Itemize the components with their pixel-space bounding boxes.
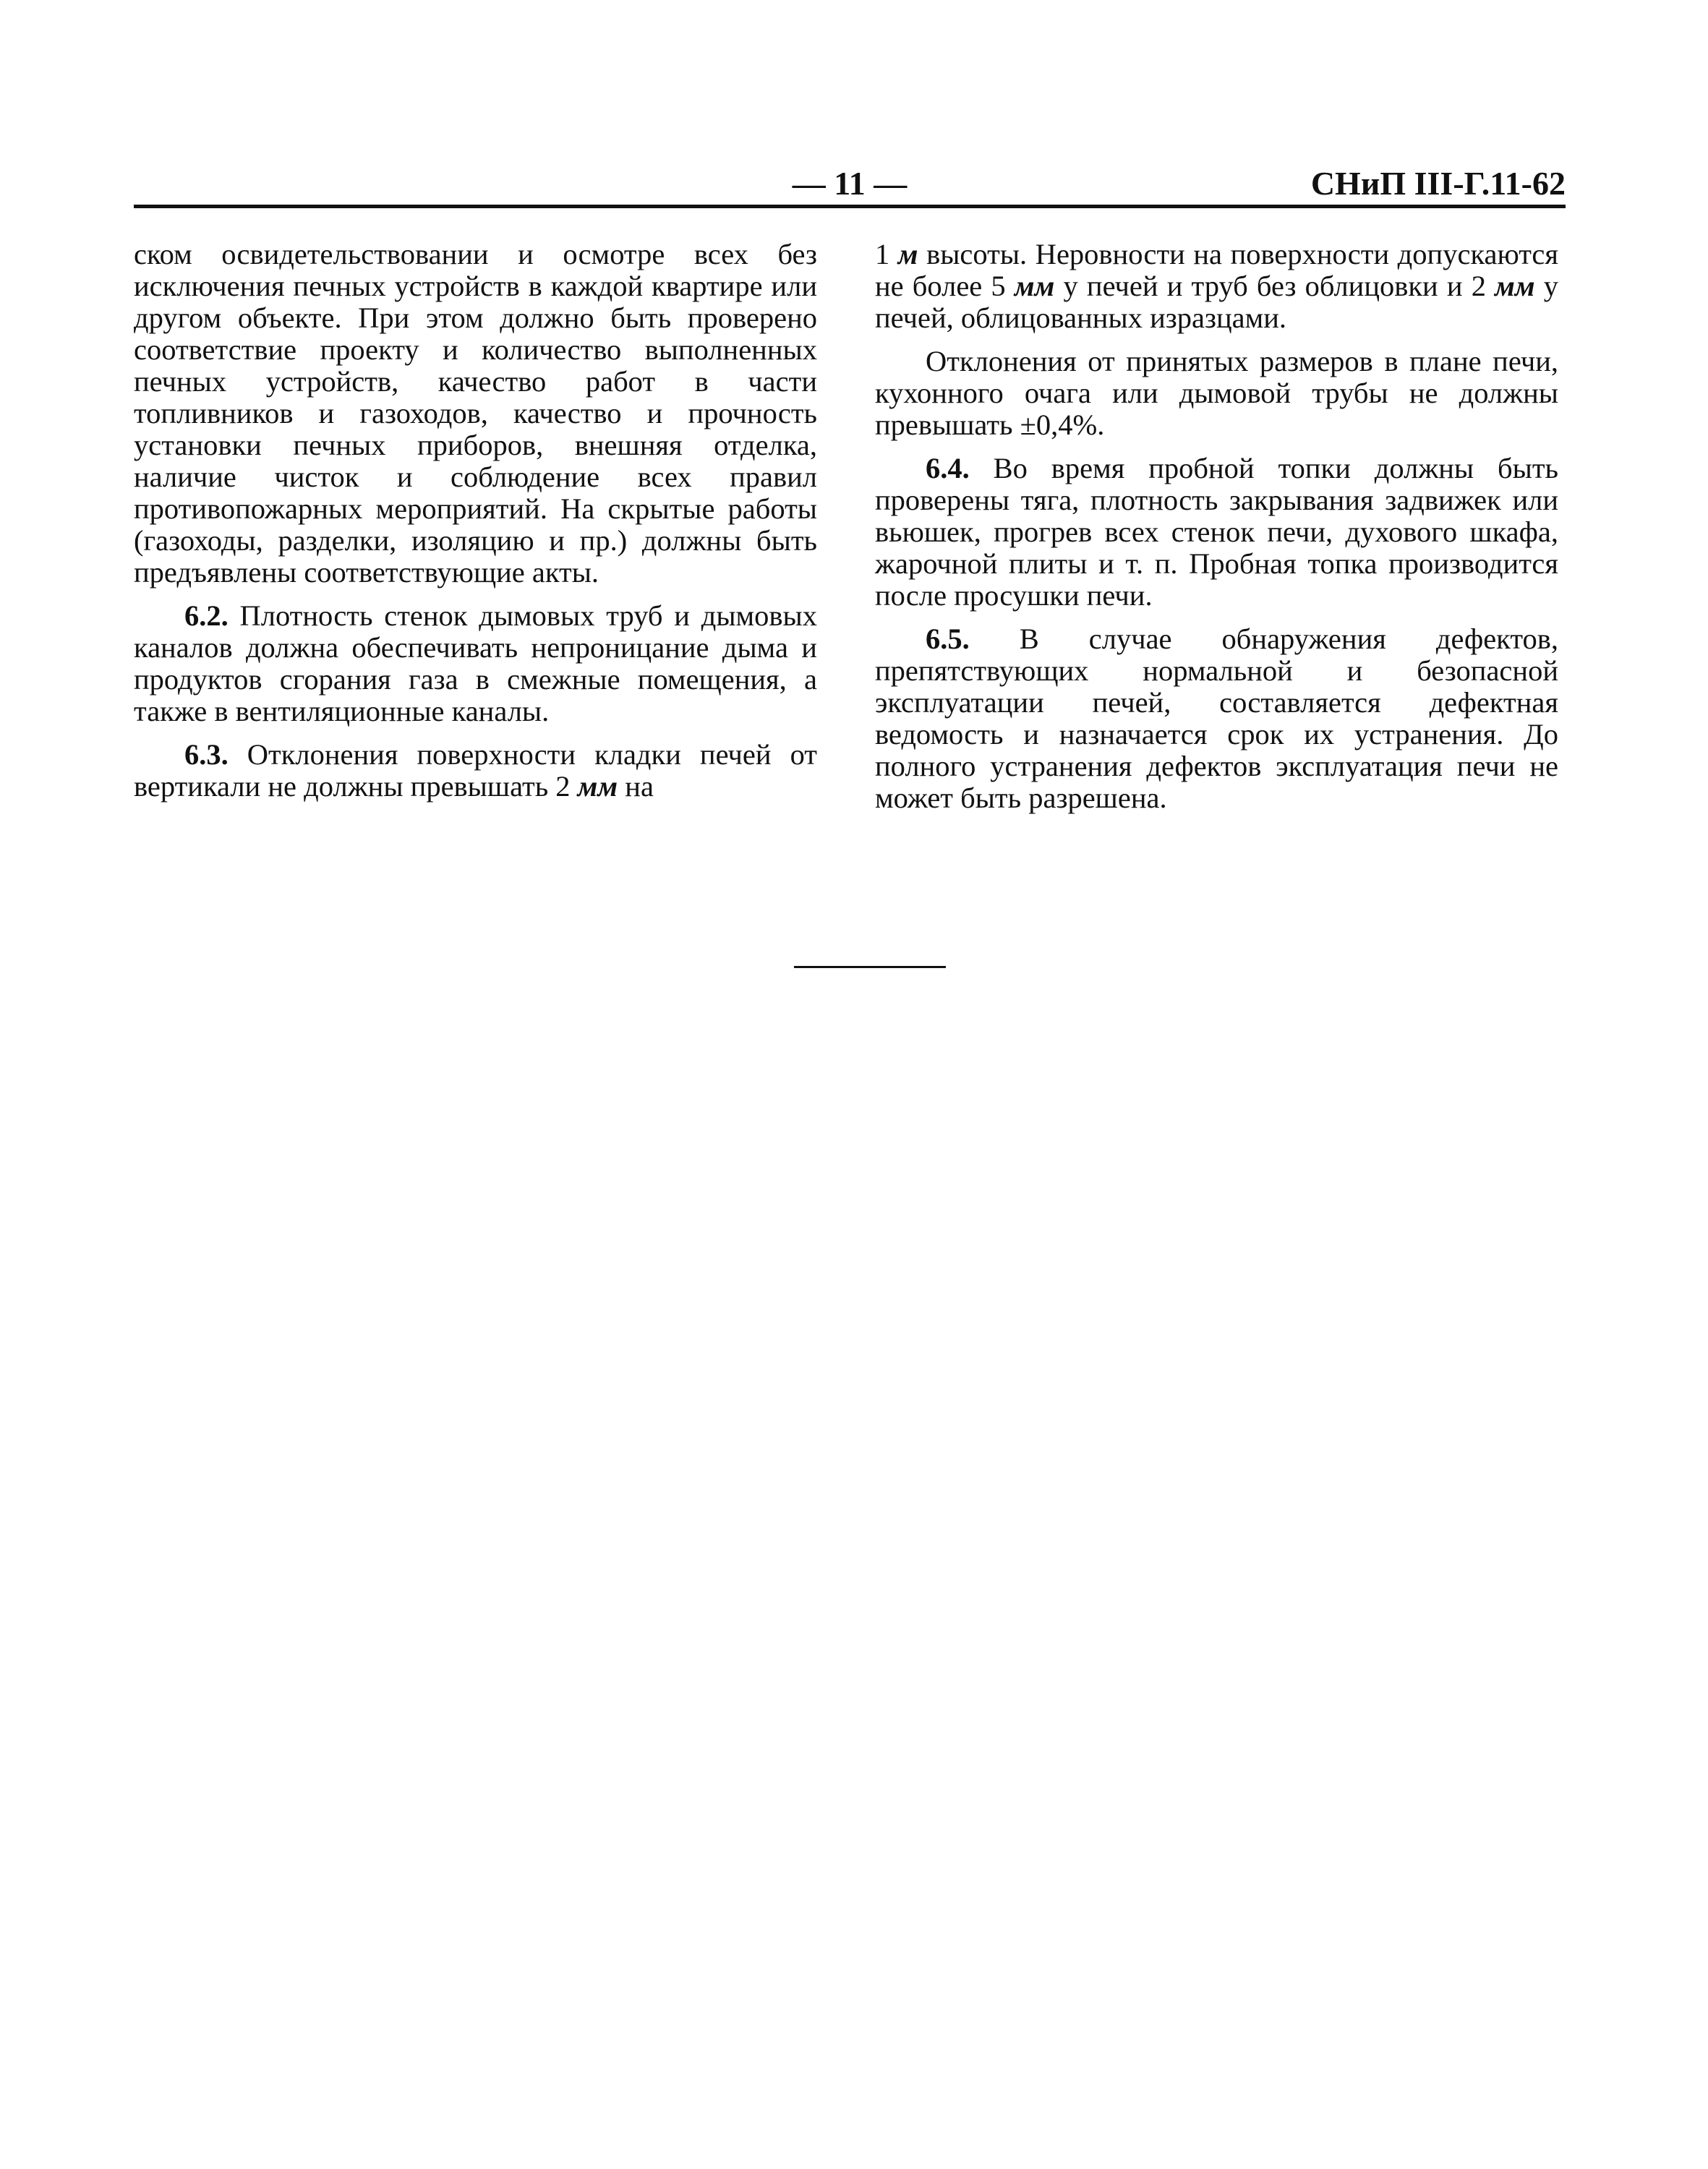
section-6-5 <box>875 623 1558 814</box>
section-text: В случае обнаружения дефектов, препятствующих нормальной и безопасной эксплуатации печей, составляется дефектная ведомость и назначается срок их устранения. До полного устранения дефектов эксплуатация печи не может быть разрешена. <box>875 623 1558 814</box>
right-column <box>875 239 1558 826</box>
section-text: на <box>618 770 654 803</box>
paragraph-text: 1 <box>875 238 898 270</box>
section-number: 6.4. <box>926 452 970 484</box>
left-column <box>134 239 817 814</box>
paragraph-text: у печей и труб без облицовки и 2 <box>1054 270 1495 302</box>
continued-paragraph <box>875 239 1558 334</box>
section-number: 6.3. <box>184 738 229 771</box>
paragraph-text: Отклонения от принятых размеров в плане печи, кухонного очага или дымовой трубы не должны превышать ±0,4%. <box>875 345 1558 441</box>
section-text: Плотность стенок дымовых труб и дымовых каналов должна обеспечивать непроницание дыма и продуктов сгорания газа в смежные помещения, а также в вентиляционные каналы. <box>134 599 817 727</box>
page-header <box>134 163 1566 207</box>
unit-mm: мм <box>1014 270 1055 302</box>
continued-paragraph <box>134 239 817 589</box>
unit-mm: мм <box>577 770 618 803</box>
section-6-2 <box>134 600 817 727</box>
end-divider <box>794 966 946 968</box>
header-divider <box>134 205 1566 208</box>
document-code: СНиП III-Г.11-62 <box>1310 165 1566 202</box>
section-text: Во время пробной топки должны быть проверены тяга, плотность закрывания задвижек или вьюшек, прогрев всех стенок печи, духового шкафа, жарочной плиты и т. п. Пробная топка производится после просушки печи. <box>875 452 1558 612</box>
section-text: Отклонения поверхности кладки печей от вертикали не должны превышать 2 <box>134 738 817 803</box>
paragraph-text: у печей, облицованных изразцами. <box>875 270 1558 334</box>
section-6-3 <box>134 739 817 803</box>
tolerance-paragraph <box>875 346 1558 441</box>
section-number: 6.5. <box>926 623 970 655</box>
paragraph-text: высоты. Неровности на поверхности допускаются не более 5 <box>875 238 1558 302</box>
section-6-4 <box>875 453 1558 612</box>
unit-mm: мм <box>1495 270 1535 302</box>
section-number: 6.2. <box>184 599 229 632</box>
unit-m: м <box>897 238 918 270</box>
paragraph-text: ском освидетельствовании и осмотре всех без исключения печных устройств в каждой квартире или другом объекте. При этом должно быть проверено соответствие проекту и количество выполненных печных устройств, качество работ в части топливников и газоходов, качество и прочность установки печных приборов, внешняя отделка, наличие чисток и соблюдение всех правил противопожарных мероприятий. На скрытые работы (газоходы, разделки, изоляцию и пр.) должны быть предъявлены соответствующие акты. <box>134 238 817 589</box>
page-number: — 11 — <box>792 165 908 202</box>
